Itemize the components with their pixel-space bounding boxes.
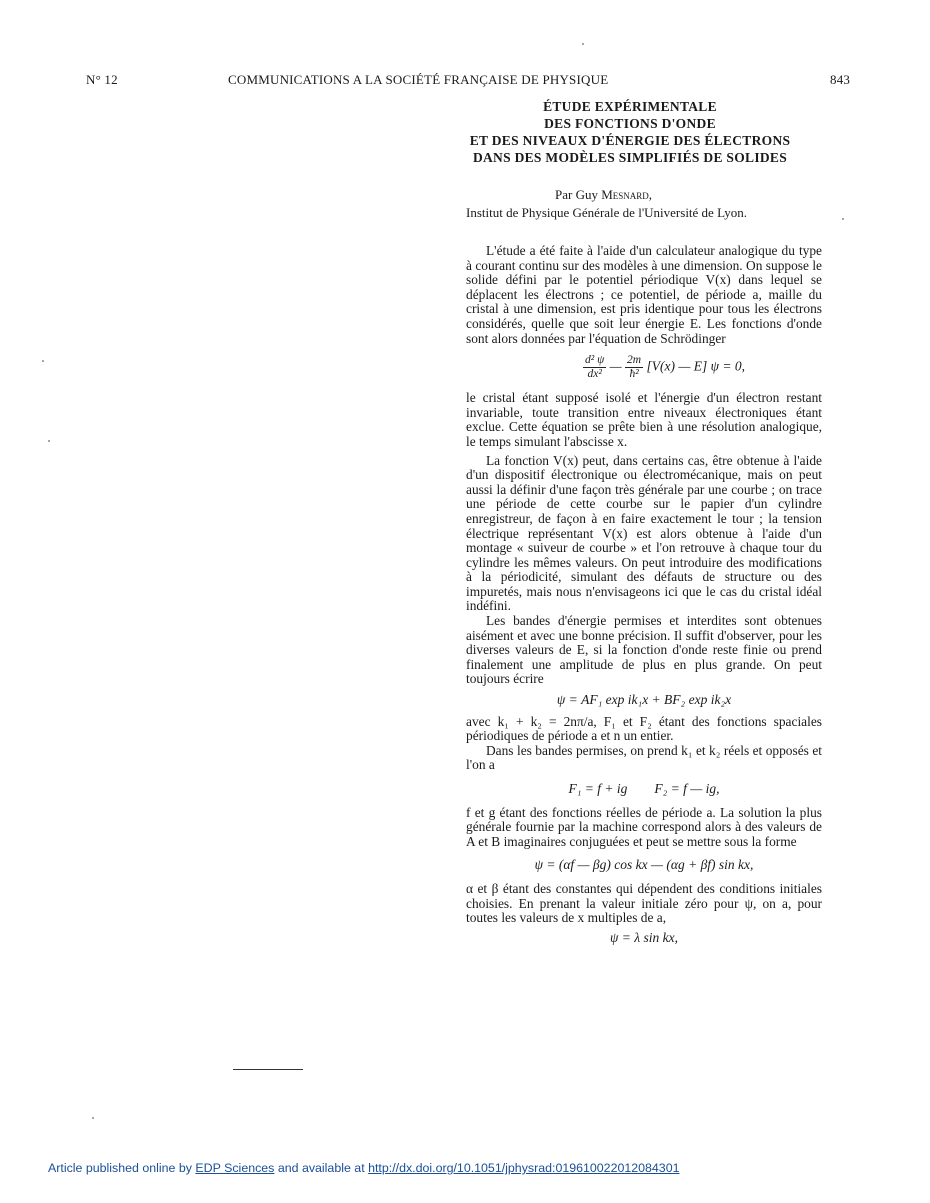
operator: — bbox=[609, 358, 622, 374]
article-body bbox=[466, 244, 822, 945]
publication-footer bbox=[48, 1161, 679, 1175]
title-line: DANS DES MODÈLES SIMPLIFIÉS DE SOLIDES bbox=[472, 150, 788, 165]
footer-text: Article published online by bbox=[48, 1161, 196, 1175]
paragraph: Les bandes d'énergie permises et interdites sont obtenues aisément et avec une bonne précision. Il suffit d'observer, pour les diverses valeurs de E, si la fonction d'onde reste finie ou prend finalement une amplitude de plus en plus grande. On peut toujours écrire bbox=[466, 613, 822, 687]
author-line bbox=[555, 187, 652, 203]
issue-number: N° 12 bbox=[86, 72, 118, 87]
paragraph: La fonction V(x) peut, dans certains cas, être obtenue à l'aide d'un dispositif électronique ou électromécanique, mais on peut aussi la définir d'une façon très générale par une courbe ; on trace une période de cette courbe sur le papier d'un cylindre enregistreur, de façon à en faire exactement le tour ; la tension électrique représentant V(x) est alors obtenue à l'aide d'un montage « suiveur de courbe » et l'on retrouve à chaque tour du cylindre les mêmes valeurs. On peut introduire des modifications à la périodicité, simulant des défauts de structure ou des impuretés, mais nous n'envisageons ici que le cas du cristal idéal indéfini. bbox=[466, 452, 822, 614]
equation-general-solution: ψ = (αf — βg) cos kx — (αg + βf) sin kx, bbox=[534, 857, 754, 873]
footer-text: and available at bbox=[274, 1161, 369, 1175]
title-line: DES FONCTIONS D'ONDE bbox=[544, 116, 716, 131]
denominator: dx² bbox=[587, 368, 602, 381]
scan-speck bbox=[842, 218, 844, 220]
fraction bbox=[625, 354, 643, 381]
paragraph: le cristal étant supposé isolé et l'énergie d'un électron restant invariable, toute transition entre niveaux électroniques étant exclue. Cette équation se prête bien à une résolution analogique, le temps simulant l'abscisse x. bbox=[466, 390, 822, 449]
footnote-rule bbox=[233, 1069, 303, 1070]
scan-speck bbox=[42, 360, 44, 362]
article-title bbox=[440, 98, 820, 166]
paragraph: α et β étant des constantes qui dépendent des conditions initiales choisies. En prenant la valeur initiale zéro pour ψ, on a, pour toutes les valeurs de x multiples de a, bbox=[466, 880, 822, 926]
equation-f1-f2: F₁ = f + ig F₂ = f — ig, bbox=[568, 781, 720, 796]
page-number: 843 bbox=[830, 72, 851, 87]
title-line: ET DES NIVEAUX D'ÉNERGIE DES ÉLECTRONS bbox=[469, 133, 791, 148]
numerator: 2m bbox=[627, 354, 642, 367]
paragraph: f et g étant des fonctions réelles de période a. La solution la plus générale fournie par la machine correspond alors à des valeurs de A et B imaginaires conjuguées et peut se mettre sous la forme bbox=[466, 804, 822, 849]
equation-schrodinger bbox=[506, 354, 822, 381]
paragraph: avec k₁ + k₂ = 2nπ/a, F₁ et F₂ étant des fonctions spaciales périodiques de période a et n un entier. bbox=[466, 713, 822, 744]
equation-sine: ψ = λ sin kx, bbox=[610, 929, 678, 945]
paragraph: Dans les bandes permises, on prend k₁ et k₂ réels et opposés et l'on a bbox=[466, 742, 822, 773]
scan-speck bbox=[92, 1117, 94, 1119]
scan-speck bbox=[48, 440, 50, 442]
equation-wavefunction: ψ = AF₁ exp ik₁x + BF₂ exp ik₂x bbox=[556, 692, 732, 708]
numerator: d² ψ bbox=[585, 354, 605, 367]
paragraph: L'étude a été faite à l'aide d'un calculateur analogique du type à courant continu sur des modèles à une dimension. On suppose le solide défini par le potentiel périodique V(x) dans lequel se déplacent les électrons ; ce potentiel, de période a, maille du cristal à une dimension, est pris identique pour tous les électrons considérés, quelle que soit leur énergie E. Les fonctions d'onde sont alors données par l'équation de Schrödinger bbox=[466, 243, 822, 346]
author-affiliation: Institut de Physique Générale de l'Université de Lyon. bbox=[466, 205, 748, 220]
author-name: Mesnard, bbox=[601, 187, 653, 202]
edp-sciences-link[interactable]: EDP Sciences bbox=[195, 1161, 275, 1175]
journal-header: COMMUNICATIONS A LA SOCIÉTÉ FRANÇAISE DE PHYSIQUE bbox=[228, 72, 609, 87]
doi-link[interactable]: http://dx.doi.org/10.1051/jphysrad:019610022012084301 bbox=[368, 1161, 680, 1175]
denominator: ħ² bbox=[629, 368, 639, 381]
title-line: ÉTUDE EXPÉRIMENTALE bbox=[543, 99, 717, 114]
scan-speck bbox=[582, 43, 584, 45]
author-prefix: Par Guy bbox=[555, 187, 598, 202]
equation-rest: [V(x) — E] ψ = 0, bbox=[646, 358, 745, 374]
fraction bbox=[583, 354, 606, 381]
